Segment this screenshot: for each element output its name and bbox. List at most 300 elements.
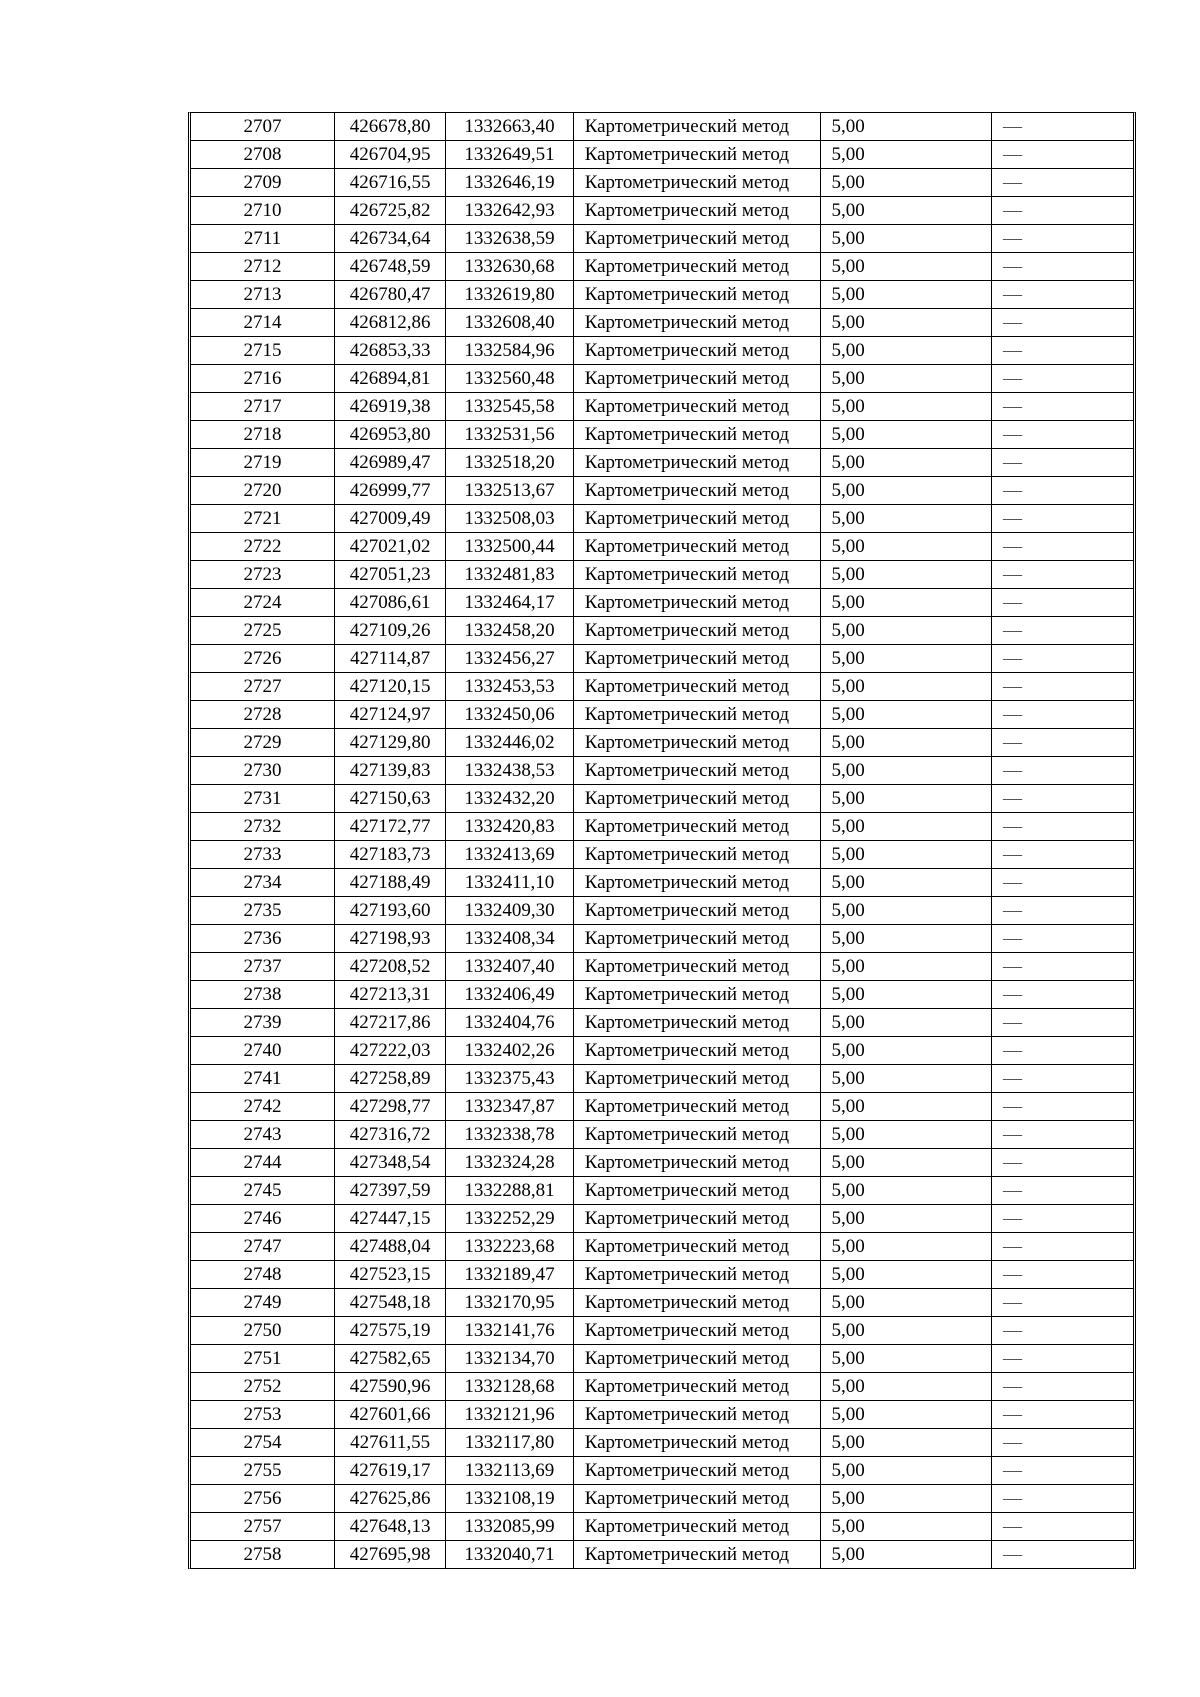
accuracy-cell: 5,00: [821, 925, 992, 953]
accuracy-cell: 5,00: [821, 337, 992, 365]
y-coordinate-cell: 1332141,76: [446, 1317, 573, 1345]
y-coordinate-cell: 1332608,40: [446, 309, 573, 337]
accuracy-cell: 5,00: [821, 169, 992, 197]
method-cell: Картометрический метод: [573, 169, 821, 197]
x-coordinate-cell: 427348,54: [334, 1149, 445, 1177]
point-number-cell: 2741: [191, 1065, 334, 1093]
method-cell: Картометрический метод: [573, 757, 821, 785]
y-coordinate-cell: 1332189,47: [446, 1261, 573, 1289]
x-coordinate-cell: 426716,55: [334, 169, 445, 197]
accuracy-cell: 5,00: [821, 253, 992, 281]
table-row: [191, 197, 1133, 225]
table-row: [191, 1289, 1133, 1317]
x-coordinate-cell: 427139,83: [334, 757, 445, 785]
x-coordinate-cell: 427575,19: [334, 1317, 445, 1345]
accuracy-cell: 5,00: [821, 1513, 992, 1541]
table-row: [191, 1541, 1133, 1569]
x-coordinate-cell: 427582,65: [334, 1345, 445, 1373]
point-number-cell: 2719: [191, 449, 334, 477]
x-coordinate-cell: 427109,26: [334, 617, 445, 645]
point-number-cell: 2747: [191, 1233, 334, 1261]
table-row: [191, 897, 1133, 925]
point-number-cell: 2742: [191, 1093, 334, 1121]
description-cell: —: [992, 729, 1134, 757]
method-cell: Картометрический метод: [573, 841, 821, 869]
y-coordinate-cell: 1332085,99: [446, 1513, 573, 1541]
y-coordinate-cell: 1332420,83: [446, 813, 573, 841]
description-cell: —: [992, 1401, 1134, 1429]
x-coordinate-cell: 427213,31: [334, 981, 445, 1009]
table-row: [191, 1177, 1133, 1205]
x-coordinate-cell: 427150,63: [334, 785, 445, 813]
point-number-cell: 2740: [191, 1037, 334, 1065]
description-cell: —: [992, 589, 1134, 617]
accuracy-cell: 5,00: [821, 1149, 992, 1177]
point-number-cell: 2755: [191, 1457, 334, 1485]
x-coordinate-cell: 427548,18: [334, 1289, 445, 1317]
x-coordinate-cell: 427009,49: [334, 505, 445, 533]
description-cell: —: [992, 337, 1134, 365]
accuracy-cell: 5,00: [821, 533, 992, 561]
description-cell: —: [992, 1233, 1134, 1261]
point-number-cell: 2748: [191, 1261, 334, 1289]
y-coordinate-cell: 1332432,20: [446, 785, 573, 813]
accuracy-cell: 5,00: [821, 1037, 992, 1065]
point-number-cell: 2710: [191, 197, 334, 225]
table-row: [191, 673, 1133, 701]
point-number-cell: 2750: [191, 1317, 334, 1345]
description-cell: —: [992, 561, 1134, 589]
description-cell: —: [992, 1009, 1134, 1037]
accuracy-cell: 5,00: [821, 701, 992, 729]
accuracy-cell: 5,00: [821, 1429, 992, 1457]
method-cell: Картометрический метод: [573, 1065, 821, 1093]
point-number-cell: 2745: [191, 1177, 334, 1205]
point-number-cell: 2736: [191, 925, 334, 953]
table-row: [191, 701, 1133, 729]
method-cell: Картометрический метод: [573, 197, 821, 225]
method-cell: Картометрический метод: [573, 477, 821, 505]
accuracy-cell: 5,00: [821, 897, 992, 925]
table-row: [191, 953, 1133, 981]
accuracy-cell: 5,00: [821, 1009, 992, 1037]
y-coordinate-cell: 1332113,69: [446, 1457, 573, 1485]
accuracy-cell: 5,00: [821, 813, 992, 841]
x-coordinate-cell: 427217,86: [334, 1009, 445, 1037]
table-row: [191, 365, 1133, 393]
description-cell: —: [992, 477, 1134, 505]
description-cell: —: [992, 421, 1134, 449]
table-row: [191, 169, 1133, 197]
y-coordinate-cell: 1332128,68: [446, 1373, 573, 1401]
description-cell: —: [992, 1429, 1134, 1457]
y-coordinate-cell: 1332404,76: [446, 1009, 573, 1037]
accuracy-cell: 5,00: [821, 1401, 992, 1429]
method-cell: Картометрический метод: [573, 1205, 821, 1233]
description-cell: —: [992, 253, 1134, 281]
x-coordinate-cell: 427488,04: [334, 1233, 445, 1261]
table-row: [191, 253, 1133, 281]
accuracy-cell: 5,00: [821, 1093, 992, 1121]
method-cell: Картометрический метод: [573, 1485, 821, 1513]
table-row: [191, 505, 1133, 533]
description-cell: —: [992, 1457, 1134, 1485]
point-number-cell: 2738: [191, 981, 334, 1009]
description-cell: —: [992, 701, 1134, 729]
x-coordinate-cell: 427258,89: [334, 1065, 445, 1093]
y-coordinate-cell: 1332288,81: [446, 1177, 573, 1205]
method-cell: Картометрический метод: [573, 673, 821, 701]
table-row: [191, 113, 1133, 141]
y-coordinate-cell: 1332458,20: [446, 617, 573, 645]
table-row: [191, 1037, 1133, 1065]
description-cell: —: [992, 1093, 1134, 1121]
method-cell: Картометрический метод: [573, 1345, 821, 1373]
description-cell: —: [992, 393, 1134, 421]
accuracy-cell: 5,00: [821, 757, 992, 785]
x-coordinate-cell: 426725,82: [334, 197, 445, 225]
table-row: [191, 1345, 1133, 1373]
accuracy-cell: 5,00: [821, 477, 992, 505]
table-row: [191, 1205, 1133, 1233]
x-coordinate-cell: 427695,98: [334, 1541, 445, 1569]
method-cell: Картометрический метод: [573, 533, 821, 561]
x-coordinate-cell: 427523,15: [334, 1261, 445, 1289]
description-cell: —: [992, 309, 1134, 337]
point-number-cell: 2724: [191, 589, 334, 617]
description-cell: —: [992, 757, 1134, 785]
y-coordinate-cell: 1332252,29: [446, 1205, 573, 1233]
y-coordinate-cell: 1332513,67: [446, 477, 573, 505]
table-row: [191, 645, 1133, 673]
x-coordinate-cell: 426894,81: [334, 365, 445, 393]
method-cell: Картометрический метод: [573, 869, 821, 897]
x-coordinate-cell: 427298,77: [334, 1093, 445, 1121]
x-coordinate-cell: 427198,93: [334, 925, 445, 953]
accuracy-cell: 5,00: [821, 309, 992, 337]
table-row: [191, 1457, 1133, 1485]
description-cell: —: [992, 113, 1134, 141]
method-cell: Картометрический метод: [573, 953, 821, 981]
point-number-cell: 2720: [191, 477, 334, 505]
point-number-cell: 2753: [191, 1401, 334, 1429]
point-number-cell: 2722: [191, 533, 334, 561]
description-cell: —: [992, 1513, 1134, 1541]
x-coordinate-cell: 427222,03: [334, 1037, 445, 1065]
method-cell: Картометрический метод: [573, 113, 821, 141]
point-number-cell: 2723: [191, 561, 334, 589]
y-coordinate-cell: 1332121,96: [446, 1401, 573, 1429]
accuracy-cell: 5,00: [821, 1205, 992, 1233]
y-coordinate-cell: 1332406,49: [446, 981, 573, 1009]
table-row: [191, 1149, 1133, 1177]
table-row: [191, 981, 1133, 1009]
y-coordinate-cell: 1332040,71: [446, 1541, 573, 1569]
y-coordinate-cell: 1332446,02: [446, 729, 573, 757]
point-number-cell: 2717: [191, 393, 334, 421]
point-number-cell: 2712: [191, 253, 334, 281]
accuracy-cell: 5,00: [821, 1541, 992, 1569]
point-number-cell: 2746: [191, 1205, 334, 1233]
y-coordinate-cell: 1332663,40: [446, 113, 573, 141]
method-cell: Картометрический метод: [573, 309, 821, 337]
description-cell: —: [992, 785, 1134, 813]
method-cell: Картометрический метод: [573, 1121, 821, 1149]
x-coordinate-cell: 426748,59: [334, 253, 445, 281]
x-coordinate-cell: 427648,13: [334, 1513, 445, 1541]
x-coordinate-cell: 426678,80: [334, 113, 445, 141]
table-row: [191, 785, 1133, 813]
coordinates-table: [188, 112, 1136, 1569]
y-coordinate-cell: 1332649,51: [446, 141, 573, 169]
y-coordinate-cell: 1332409,30: [446, 897, 573, 925]
method-cell: Картометрический метод: [573, 1457, 821, 1485]
y-coordinate-cell: 1332375,43: [446, 1065, 573, 1093]
method-cell: Картометрический метод: [573, 449, 821, 477]
method-cell: Картометрический метод: [573, 225, 821, 253]
point-number-cell: 2751: [191, 1345, 334, 1373]
table-row: [191, 869, 1133, 897]
method-cell: Картометрический метод: [573, 281, 821, 309]
accuracy-cell: 5,00: [821, 197, 992, 225]
description-cell: —: [992, 1345, 1134, 1373]
method-cell: Картометрический метод: [573, 1373, 821, 1401]
x-coordinate-cell: 427172,77: [334, 813, 445, 841]
x-coordinate-cell: 427120,15: [334, 673, 445, 701]
method-cell: Картометрический метод: [573, 337, 821, 365]
x-coordinate-cell: 426953,80: [334, 421, 445, 449]
point-number-cell: 2758: [191, 1541, 334, 1569]
table-row: [191, 449, 1133, 477]
y-coordinate-cell: 1332518,20: [446, 449, 573, 477]
description-cell: —: [992, 1065, 1134, 1093]
table-row: [191, 617, 1133, 645]
x-coordinate-cell: 427208,52: [334, 953, 445, 981]
point-number-cell: 2756: [191, 1485, 334, 1513]
y-coordinate-cell: 1332117,80: [446, 1429, 573, 1457]
accuracy-cell: 5,00: [821, 393, 992, 421]
description-cell: —: [992, 1485, 1134, 1513]
y-coordinate-cell: 1332545,58: [446, 393, 573, 421]
x-coordinate-cell: 427397,59: [334, 1177, 445, 1205]
y-coordinate-cell: 1332408,34: [446, 925, 573, 953]
method-cell: Картометрический метод: [573, 897, 821, 925]
table-row: [191, 841, 1133, 869]
description-cell: —: [992, 953, 1134, 981]
x-coordinate-cell: 427021,02: [334, 533, 445, 561]
table-row: [191, 1373, 1133, 1401]
accuracy-cell: 5,00: [821, 1373, 992, 1401]
point-number-cell: 2728: [191, 701, 334, 729]
method-cell: Картометрический метод: [573, 701, 821, 729]
method-cell: Картометрический метод: [573, 813, 821, 841]
y-coordinate-cell: 1332500,44: [446, 533, 573, 561]
x-coordinate-cell: 426780,47: [334, 281, 445, 309]
table-row: [191, 1317, 1133, 1345]
method-cell: Картометрический метод: [573, 1233, 821, 1261]
method-cell: Картометрический метод: [573, 1149, 821, 1177]
method-cell: Картометрический метод: [573, 1541, 821, 1569]
x-coordinate-cell: 426812,86: [334, 309, 445, 337]
y-coordinate-cell: 1332619,80: [446, 281, 573, 309]
description-cell: —: [992, 617, 1134, 645]
table-row: [191, 1009, 1133, 1037]
point-number-cell: 2739: [191, 1009, 334, 1037]
method-cell: Картометрический метод: [573, 589, 821, 617]
accuracy-cell: 5,00: [821, 981, 992, 1009]
method-cell: Картометрический метод: [573, 1401, 821, 1429]
accuracy-cell: 5,00: [821, 785, 992, 813]
point-number-cell: 2708: [191, 141, 334, 169]
table-row: [191, 1401, 1133, 1429]
table-row: [191, 813, 1133, 841]
table-row: [191, 1513, 1133, 1541]
y-coordinate-cell: 1332402,26: [446, 1037, 573, 1065]
method-cell: Картометрический метод: [573, 1513, 821, 1541]
point-number-cell: 2729: [191, 729, 334, 757]
method-cell: Картометрический метод: [573, 925, 821, 953]
x-coordinate-cell: 427611,55: [334, 1429, 445, 1457]
y-coordinate-cell: 1332453,53: [446, 673, 573, 701]
description-cell: —: [992, 1317, 1134, 1345]
accuracy-cell: 5,00: [821, 1457, 992, 1485]
description-cell: —: [992, 141, 1134, 169]
point-number-cell: 2757: [191, 1513, 334, 1541]
accuracy-cell: 5,00: [821, 589, 992, 617]
description-cell: —: [992, 1177, 1134, 1205]
x-coordinate-cell: 427129,80: [334, 729, 445, 757]
x-coordinate-cell: 427625,86: [334, 1485, 445, 1513]
y-coordinate-cell: 1332324,28: [446, 1149, 573, 1177]
accuracy-cell: 5,00: [821, 225, 992, 253]
method-cell: Картометрический метод: [573, 505, 821, 533]
y-coordinate-cell: 1332450,06: [446, 701, 573, 729]
x-coordinate-cell: 426734,64: [334, 225, 445, 253]
y-coordinate-cell: 1332560,48: [446, 365, 573, 393]
description-cell: —: [992, 1289, 1134, 1317]
x-coordinate-cell: 426919,38: [334, 393, 445, 421]
accuracy-cell: 5,00: [821, 617, 992, 645]
table-row: [191, 1261, 1133, 1289]
accuracy-cell: 5,00: [821, 645, 992, 673]
method-cell: Картометрический метод: [573, 1429, 821, 1457]
description-cell: —: [992, 169, 1134, 197]
y-coordinate-cell: 1332413,69: [446, 841, 573, 869]
accuracy-cell: 5,00: [821, 1121, 992, 1149]
table-row: [191, 533, 1133, 561]
y-coordinate-cell: 1332464,17: [446, 589, 573, 617]
x-coordinate-cell: 426989,47: [334, 449, 445, 477]
point-number-cell: 2716: [191, 365, 334, 393]
accuracy-cell: 5,00: [821, 729, 992, 757]
description-cell: —: [992, 1373, 1134, 1401]
x-coordinate-cell: 427114,87: [334, 645, 445, 673]
point-number-cell: 2711: [191, 225, 334, 253]
description-cell: —: [992, 1205, 1134, 1233]
method-cell: Картометрический метод: [573, 981, 821, 1009]
y-coordinate-cell: 1332170,95: [446, 1289, 573, 1317]
accuracy-cell: 5,00: [821, 505, 992, 533]
y-coordinate-cell: 1332531,56: [446, 421, 573, 449]
table-row: [191, 925, 1133, 953]
table-row: [191, 421, 1133, 449]
x-coordinate-cell: 427051,23: [334, 561, 445, 589]
accuracy-cell: 5,00: [821, 449, 992, 477]
point-number-cell: 2725: [191, 617, 334, 645]
point-number-cell: 2713: [191, 281, 334, 309]
accuracy-cell: 5,00: [821, 113, 992, 141]
description-cell: —: [992, 365, 1134, 393]
y-coordinate-cell: 1332223,68: [446, 1233, 573, 1261]
method-cell: Картометрический метод: [573, 393, 821, 421]
description-cell: —: [992, 645, 1134, 673]
y-coordinate-cell: 1332347,87: [446, 1093, 573, 1121]
x-coordinate-cell: 427193,60: [334, 897, 445, 925]
point-number-cell: 2727: [191, 673, 334, 701]
table-row: [191, 1121, 1133, 1149]
table-row: [191, 729, 1133, 757]
accuracy-cell: 5,00: [821, 953, 992, 981]
description-cell: —: [992, 869, 1134, 897]
table-row: [191, 1093, 1133, 1121]
description-cell: —: [992, 1541, 1134, 1569]
table-row: [191, 757, 1133, 785]
point-number-cell: 2754: [191, 1429, 334, 1457]
accuracy-cell: 5,00: [821, 869, 992, 897]
coordinates-grid: [191, 113, 1133, 1568]
description-cell: —: [992, 449, 1134, 477]
point-number-cell: 2733: [191, 841, 334, 869]
method-cell: Картометрический метод: [573, 729, 821, 757]
accuracy-cell: 5,00: [821, 1065, 992, 1093]
method-cell: Картометрический метод: [573, 1289, 821, 1317]
accuracy-cell: 5,00: [821, 1289, 992, 1317]
description-cell: —: [992, 1261, 1134, 1289]
y-coordinate-cell: 1332642,93: [446, 197, 573, 225]
y-coordinate-cell: 1332481,83: [446, 561, 573, 589]
table-body: [191, 113, 1133, 1568]
description-cell: —: [992, 505, 1134, 533]
point-number-cell: 2709: [191, 169, 334, 197]
x-coordinate-cell: 427086,61: [334, 589, 445, 617]
y-coordinate-cell: 1332584,96: [446, 337, 573, 365]
x-coordinate-cell: 426704,95: [334, 141, 445, 169]
x-coordinate-cell: 427590,96: [334, 1373, 445, 1401]
method-cell: Картометрический метод: [573, 1009, 821, 1037]
method-cell: Картометрический метод: [573, 1177, 821, 1205]
table-row: [191, 589, 1133, 617]
point-number-cell: 2752: [191, 1373, 334, 1401]
accuracy-cell: 5,00: [821, 673, 992, 701]
method-cell: Картометрический метод: [573, 253, 821, 281]
point-number-cell: 2737: [191, 953, 334, 981]
method-cell: Картометрический метод: [573, 1093, 821, 1121]
y-coordinate-cell: 1332638,59: [446, 225, 573, 253]
x-coordinate-cell: 427447,15: [334, 1205, 445, 1233]
accuracy-cell: 5,00: [821, 1485, 992, 1513]
y-coordinate-cell: 1332338,78: [446, 1121, 573, 1149]
table-row: [191, 561, 1133, 589]
table-row: [191, 1485, 1133, 1513]
y-coordinate-cell: 1332508,03: [446, 505, 573, 533]
table-row: [191, 281, 1133, 309]
method-cell: Картометрический метод: [573, 141, 821, 169]
point-number-cell: 2732: [191, 813, 334, 841]
table-row: [191, 337, 1133, 365]
accuracy-cell: 5,00: [821, 141, 992, 169]
accuracy-cell: 5,00: [821, 841, 992, 869]
y-coordinate-cell: 1332438,53: [446, 757, 573, 785]
